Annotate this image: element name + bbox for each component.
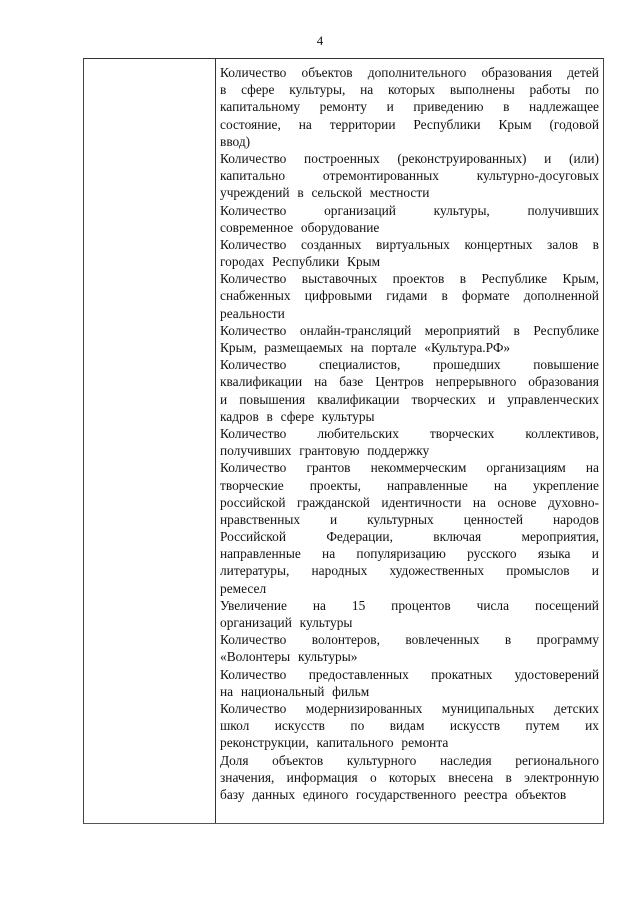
word: направленные [387,477,468,493]
word: которых [388,769,437,785]
word: художественных [389,563,485,579]
word: гидами [386,288,428,304]
word: приведению [413,99,484,115]
text-line [220,408,599,425]
word: Количество [220,65,287,80]
word: детских [553,700,599,716]
word: современное [220,219,294,235]
word: в [459,271,467,287]
word: и [591,546,599,562]
text-line [220,528,599,545]
word: творческие [220,477,284,493]
text-line [220,752,599,769]
word: объектов [515,786,567,802]
word: на [350,340,364,355]
word: на [493,477,507,493]
word: на [298,116,312,132]
word: идентичности [381,494,462,510]
text-line [220,511,599,528]
word: на [220,683,234,699]
word: грантов [306,460,351,476]
word: выставочных [301,271,378,287]
word: нравственных [220,511,301,527]
word: культуры» [297,649,358,665]
word: дополнительного [367,65,467,80]
text-line [220,287,599,304]
word: модернизированных [305,700,423,716]
indicators-cell [220,64,599,803]
word: данных [252,786,296,802]
text-line [220,167,599,184]
word: 15 [351,597,366,613]
word: Количество [220,150,287,166]
text-line [220,494,599,511]
word: культуры, [289,82,346,98]
word: внесена [448,769,494,785]
word: Количество [220,666,287,682]
word: литературы, [220,563,290,579]
word: ввод) [220,133,251,149]
text-line [220,442,599,459]
word: (реконструированных) [397,150,527,166]
word: на [312,597,326,613]
word: организаций [220,615,292,630]
word: поддержку [367,443,430,459]
word: Республики [272,254,340,270]
word: Количество [220,271,287,287]
word: в [441,288,448,304]
text-line [220,631,599,648]
word: посещений [534,597,599,613]
text-line [220,391,599,408]
word: капитально [220,168,286,184]
word: творческих [429,425,495,441]
word: ремонту [319,99,367,115]
text-line [220,184,599,201]
text-line [220,459,599,476]
word: информация [286,769,358,785]
word: включая [433,529,482,545]
text-line [220,373,599,390]
word: в [266,408,273,424]
text-line [220,202,599,219]
word: регионального [515,752,599,768]
word: в [504,632,512,648]
word: на [472,494,486,510]
word: проекты, [309,477,361,493]
text-line [220,597,599,614]
word: народов [553,511,599,527]
word: искусств [274,718,325,734]
text-line [220,322,599,339]
word: на [314,374,328,390]
word: предоставленных [308,666,409,682]
word: муниципальных [441,700,535,716]
word: Республике [481,271,548,287]
text-line [220,769,599,786]
word: непрерывного [435,374,517,390]
word: культурного [346,752,417,768]
word: и [487,391,496,407]
word: реестра [463,786,508,802]
text-line [220,614,599,631]
word: некоммерческим [370,460,467,476]
indicators-table [83,58,604,824]
text-line [220,219,599,236]
text-line [220,253,599,270]
word: основе [497,494,537,510]
word: гражданской [297,494,370,510]
word: местности [369,185,430,201]
word: территории [329,116,396,132]
word: о [369,769,377,785]
word: значения, [220,769,275,785]
word: размещаемых [264,340,343,355]
text-line [220,98,599,115]
word: сфере [280,408,315,424]
word: Федерации, [326,529,393,545]
word: выполнены [449,82,515,98]
word: Крым [347,254,381,270]
text-line [220,648,599,665]
word: на [322,546,336,562]
text-line [220,305,599,322]
column-divider [215,59,216,823]
text-line [220,683,599,700]
word: промыслов [506,563,570,579]
word: Крым, [562,271,599,287]
word: Количество [220,236,287,252]
word: в [592,236,599,252]
word: специалистов, [319,357,401,373]
text-line [220,580,599,597]
text-line [220,700,599,717]
word: кадров [220,408,259,424]
word: в [220,82,227,98]
word: объектов [272,752,324,768]
word: портале [371,340,417,355]
text-line [220,150,599,167]
word: их [585,718,599,734]
word: прошедших [432,357,501,373]
word: сельской [311,185,362,201]
word: городах [220,254,265,270]
word: Количество [220,202,287,218]
word: повышение [533,357,599,373]
word: и [386,99,394,115]
word: Увеличение [220,597,287,613]
word: оборудование [300,219,380,235]
word: числа [476,597,510,613]
word: программу [536,632,599,648]
word: укрепление [533,477,599,493]
text-line [220,236,599,253]
word: электронную [524,769,599,785]
word: в [297,185,304,201]
word: «Культура.РФ» [424,340,511,355]
page-number: 4 [316,33,324,48]
word: учреждений [220,185,290,201]
word: Республике [533,322,599,338]
word: базе [339,374,364,390]
text-line [220,562,599,579]
word: по [585,82,599,98]
word: Количество [220,322,287,338]
word: мероприятий [424,322,500,338]
word: ремонта [401,735,449,751]
word: национальный [240,683,325,699]
word: народных [311,563,368,579]
word: русского [467,546,517,562]
text-line [220,717,599,734]
word: в [505,769,512,785]
text-line [220,786,599,803]
word: мероприятия, [521,529,599,545]
word: проектов [392,271,445,287]
word: российской [220,494,286,510]
word: в [503,99,510,115]
word: культуры [321,408,375,424]
text-line [220,477,599,494]
word: «Волонтеры [220,649,291,665]
word: базу [220,786,245,802]
word: состояние, [220,116,281,132]
word: Количество [220,632,287,648]
word: построенных [304,150,380,166]
word: надлежащее [529,99,599,115]
word: Количество [220,357,287,373]
word: любительских [317,425,399,441]
word: наследия [439,752,492,768]
word: Центров [375,374,424,390]
word: Крым [498,116,532,132]
word: прокатных [431,666,493,682]
word: единого [302,786,349,802]
text-line [220,356,599,373]
word: волонтеров, [311,632,380,648]
word: видам [389,718,425,734]
text-line [220,545,599,562]
word: культуры [299,615,353,630]
word: сфере [241,82,275,98]
word: на [360,82,374,98]
word: искусств [449,718,501,734]
word: путем [525,718,560,734]
word: капитальному [220,99,301,115]
text-line [220,734,599,751]
word: и [330,511,338,527]
word: по [350,718,365,734]
word: образования [481,65,553,80]
text-line [220,64,599,81]
word: Республики [413,116,481,132]
word: Количество [220,425,287,441]
word: управленческих [507,391,599,407]
word: и [591,563,599,579]
word: онлайн-трансляций [299,322,412,338]
word: повышения [239,391,306,407]
word: государственного [356,786,457,802]
word: отремонтированных [322,168,439,184]
word: процентов [391,597,451,613]
word: квалификации [317,391,400,407]
word: образования [528,374,599,390]
word: коллективов, [525,425,599,441]
word: на [585,460,599,476]
word: Количество [220,700,287,716]
word: дополненной [523,288,599,304]
word: Доля [220,752,249,768]
word: получивших [527,202,599,218]
word: творческих [411,391,476,407]
word: культурно-досуговых [476,168,599,184]
word: детей [567,65,599,80]
text-line [220,425,599,442]
word: направленные [220,546,301,562]
word: и [220,391,228,407]
word: школ [220,718,250,734]
text-line [220,133,599,150]
word: вовлеченных [405,632,480,648]
word: ремесел [220,580,267,596]
word: залов [547,236,579,252]
word: цифровыми [304,288,373,304]
text-line [220,116,599,133]
word: удостоверений [514,666,599,682]
word: культуры, [433,202,490,218]
word: популяризацию [356,546,446,562]
word: квалификации [220,374,303,390]
word: грантовую [299,443,360,459]
word: виртуальных [375,236,450,252]
word: культурных [367,511,434,527]
word: объектов [301,65,353,80]
word: реальности [220,305,285,321]
word: формате [461,288,510,304]
text-line [220,666,599,683]
word: (или) [569,150,599,166]
text-line [220,81,599,98]
word: фильм [332,683,370,699]
word: созданных [300,236,362,252]
word: организаций [324,202,396,218]
text-line [220,339,599,356]
word: ценностей [463,511,524,527]
word: реконструкции, [220,735,309,751]
word: получивших [220,443,292,459]
word: Крым, [220,340,257,355]
word: которых [387,82,436,98]
word: в [513,322,520,338]
word: концертных [464,236,533,252]
word: снабженных [220,288,291,304]
word: Российской [220,529,286,545]
word: Количество [220,460,287,476]
word: и [544,150,552,166]
word: духовно- [547,494,599,510]
word: языка [537,546,571,562]
word: капитального [316,735,394,751]
word: работы [529,82,571,98]
word: (годовой [549,116,599,132]
word: организациям [486,460,566,476]
text-line [220,270,599,287]
